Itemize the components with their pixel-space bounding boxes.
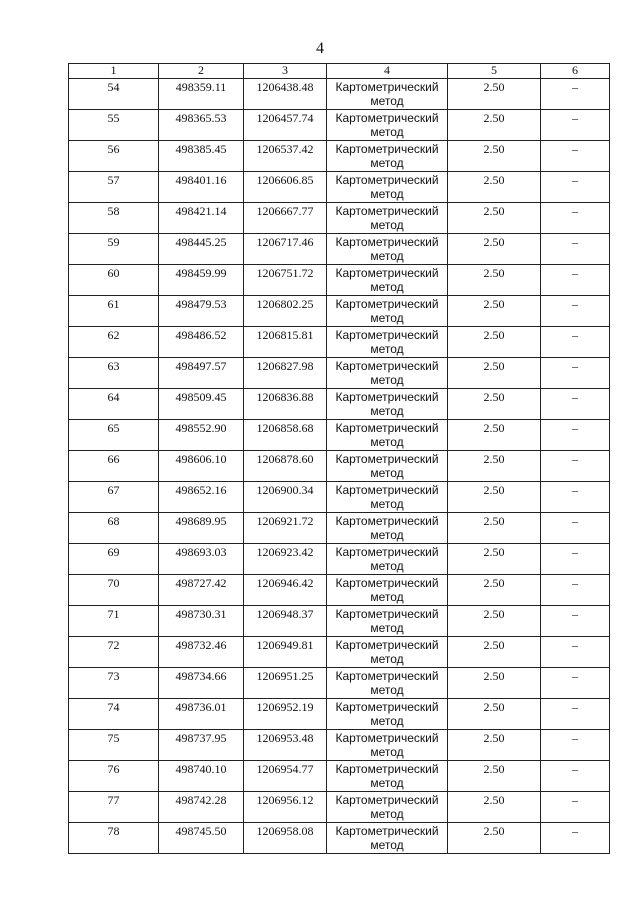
point-number-cell: 72 — [69, 637, 159, 668]
accuracy-cell: 2.50 — [448, 110, 541, 141]
accuracy-cell: 2.50 — [448, 389, 541, 420]
method-line: Картометрический — [335, 359, 439, 373]
note-cell: – — [541, 172, 610, 203]
method-line: Картометрический — [335, 576, 439, 590]
method-cell — [327, 575, 448, 606]
coordinate-x-cell: 498401.16 — [159, 172, 244, 203]
coordinate-y-cell: 1206956.12 — [244, 792, 327, 823]
accuracy-cell: 2.50 — [448, 420, 541, 451]
table-row — [69, 668, 610, 699]
point-number-cell: 55 — [69, 110, 159, 141]
coordinate-y-cell: 1206953.48 — [244, 730, 327, 761]
note-cell: – — [541, 296, 610, 327]
method-line: метод — [370, 621, 404, 635]
coordinate-y-cell: 1206858.68 — [244, 420, 327, 451]
coordinate-y-cell: 1206923.42 — [244, 544, 327, 575]
coordinate-x-cell: 498359.11 — [159, 79, 244, 110]
method-line: метод — [370, 683, 404, 697]
method-line: метод — [370, 652, 404, 666]
coordinate-x-cell: 498689.95 — [159, 513, 244, 544]
method-cell — [327, 420, 448, 451]
method-cell — [327, 637, 448, 668]
method-line: метод — [370, 187, 404, 201]
accuracy-cell: 2.50 — [448, 203, 541, 234]
table-row — [69, 389, 610, 420]
note-cell: – — [541, 544, 610, 575]
coordinate-y-cell: 1206537.42 — [244, 141, 327, 172]
note-cell: – — [541, 730, 610, 761]
method-cell — [327, 451, 448, 482]
method-line: Картометрический — [335, 700, 439, 714]
method-line: Картометрический — [335, 204, 439, 218]
coordinate-y-cell: 1206751.72 — [244, 265, 327, 296]
coordinate-x-cell: 498730.31 — [159, 606, 244, 637]
point-number-cell: 65 — [69, 420, 159, 451]
coordinate-y-cell: 1206827.98 — [244, 358, 327, 389]
method-line: Картометрический — [335, 390, 439, 404]
accuracy-cell: 2.50 — [448, 265, 541, 296]
coordinate-y-cell: 1206946.42 — [244, 575, 327, 606]
point-number-cell: 57 — [69, 172, 159, 203]
method-line: Картометрический — [335, 297, 439, 311]
point-number-cell: 56 — [69, 141, 159, 172]
method-line: метод — [370, 404, 404, 418]
coordinate-y-cell: 1206952.19 — [244, 699, 327, 730]
table-row — [69, 730, 610, 761]
note-cell: – — [541, 699, 610, 730]
method-line: метод — [370, 745, 404, 759]
coordinate-x-cell: 498740.10 — [159, 761, 244, 792]
method-cell — [327, 358, 448, 389]
coordinate-x-cell: 498742.28 — [159, 792, 244, 823]
method-line: метод — [370, 280, 404, 294]
table-row — [69, 79, 610, 110]
table-row — [69, 482, 610, 513]
accuracy-cell: 2.50 — [448, 296, 541, 327]
method-line: Картометрический — [335, 824, 439, 838]
method-cell — [327, 234, 448, 265]
coordinate-y-cell: 1206958.08 — [244, 823, 327, 854]
table-row — [69, 606, 610, 637]
method-line: метод — [370, 435, 404, 449]
coordinate-x-cell: 498606.10 — [159, 451, 244, 482]
note-cell: – — [541, 792, 610, 823]
point-number-cell: 70 — [69, 575, 159, 606]
point-number-cell: 78 — [69, 823, 159, 854]
method-line: Картометрический — [335, 793, 439, 807]
note-cell: – — [541, 389, 610, 420]
note-cell: – — [541, 575, 610, 606]
note-cell: – — [541, 358, 610, 389]
point-number-cell: 74 — [69, 699, 159, 730]
table-row — [69, 513, 610, 544]
note-cell: – — [541, 420, 610, 451]
coordinate-x-cell: 498693.03 — [159, 544, 244, 575]
method-line: метод — [370, 218, 404, 232]
coordinate-x-cell: 498421.14 — [159, 203, 244, 234]
point-number-cell: 69 — [69, 544, 159, 575]
note-cell: – — [541, 761, 610, 792]
coordinate-x-cell: 498365.53 — [159, 110, 244, 141]
method-line: Картометрический — [335, 669, 439, 683]
point-number-cell: 71 — [69, 606, 159, 637]
coordinate-x-cell: 498486.52 — [159, 327, 244, 358]
coordinate-x-cell: 498552.90 — [159, 420, 244, 451]
method-line: метод — [370, 559, 404, 573]
method-line: метод — [370, 249, 404, 263]
table-row — [69, 637, 610, 668]
table-row — [69, 420, 610, 451]
coordinate-x-cell: 498459.99 — [159, 265, 244, 296]
method-line: Картометрический — [335, 235, 439, 249]
table-row — [69, 823, 610, 854]
table-body — [69, 64, 610, 854]
column-header: 3 — [244, 64, 327, 79]
coordinate-y-cell: 1206606.85 — [244, 172, 327, 203]
accuracy-cell: 2.50 — [448, 79, 541, 110]
accuracy-cell: 2.50 — [448, 699, 541, 730]
method-line: Картометрический — [335, 483, 439, 497]
accuracy-cell: 2.50 — [448, 668, 541, 699]
coordinate-y-cell: 1206949.81 — [244, 637, 327, 668]
method-cell — [327, 482, 448, 513]
note-cell: – — [541, 637, 610, 668]
coordinate-y-cell: 1206951.25 — [244, 668, 327, 699]
accuracy-cell: 2.50 — [448, 172, 541, 203]
method-line: метод — [370, 466, 404, 480]
table-row — [69, 203, 610, 234]
table-row — [69, 172, 610, 203]
note-cell: – — [541, 110, 610, 141]
method-line: метод — [370, 590, 404, 604]
coordinate-x-cell: 498509.45 — [159, 389, 244, 420]
table-row — [69, 451, 610, 482]
accuracy-cell: 2.50 — [448, 606, 541, 637]
note-cell: – — [541, 606, 610, 637]
method-cell — [327, 513, 448, 544]
accuracy-cell: 2.50 — [448, 544, 541, 575]
coordinate-x-cell: 498727.42 — [159, 575, 244, 606]
table-row — [69, 265, 610, 296]
coordinate-y-cell: 1206438.48 — [244, 79, 327, 110]
note-cell: – — [541, 141, 610, 172]
method-cell — [327, 203, 448, 234]
coordinate-x-cell: 498652.16 — [159, 482, 244, 513]
point-number-cell: 73 — [69, 668, 159, 699]
method-cell — [327, 172, 448, 203]
column-header: 1 — [69, 64, 159, 79]
method-cell — [327, 823, 448, 854]
table-header-row — [69, 64, 610, 79]
coordinate-x-cell: 498479.53 — [159, 296, 244, 327]
coordinate-y-cell: 1206815.81 — [244, 327, 327, 358]
method-line: Картометрический — [335, 731, 439, 745]
method-line: Картометрический — [335, 514, 439, 528]
table-row — [69, 327, 610, 358]
coordinate-y-cell: 1206717.46 — [244, 234, 327, 265]
column-header: 6 — [541, 64, 610, 79]
table-row — [69, 761, 610, 792]
table-row — [69, 544, 610, 575]
note-cell: – — [541, 823, 610, 854]
method-cell — [327, 389, 448, 420]
method-line: метод — [370, 311, 404, 325]
method-cell — [327, 296, 448, 327]
coordinate-x-cell: 498732.46 — [159, 637, 244, 668]
point-number-cell: 58 — [69, 203, 159, 234]
coordinate-y-cell: 1206954.77 — [244, 761, 327, 792]
coordinate-y-cell: 1206802.25 — [244, 296, 327, 327]
method-line: метод — [370, 838, 404, 852]
method-line: Картометрический — [335, 328, 439, 342]
method-cell — [327, 668, 448, 699]
point-number-cell: 62 — [69, 327, 159, 358]
coordinate-x-cell: 498497.57 — [159, 358, 244, 389]
note-cell: – — [541, 482, 610, 513]
coordinate-y-cell: 1206921.72 — [244, 513, 327, 544]
method-cell — [327, 327, 448, 358]
coordinate-y-cell: 1206878.60 — [244, 451, 327, 482]
table-row — [69, 699, 610, 730]
coordinate-x-cell: 498385.45 — [159, 141, 244, 172]
accuracy-cell: 2.50 — [448, 637, 541, 668]
method-line: Картометрический — [335, 545, 439, 559]
note-cell: – — [541, 513, 610, 544]
method-line: метод — [370, 807, 404, 821]
method-line: Картометрический — [335, 421, 439, 435]
table-row — [69, 792, 610, 823]
table-row — [69, 358, 610, 389]
method-line: метод — [370, 94, 404, 108]
method-cell — [327, 699, 448, 730]
method-line: Картометрический — [335, 173, 439, 187]
table-row — [69, 141, 610, 172]
point-number-cell: 54 — [69, 79, 159, 110]
method-line: Картометрический — [335, 607, 439, 621]
method-line: метод — [370, 776, 404, 790]
method-line: метод — [370, 373, 404, 387]
column-header: 2 — [159, 64, 244, 79]
accuracy-cell: 2.50 — [448, 823, 541, 854]
method-cell — [327, 110, 448, 141]
method-line: Картометрический — [335, 266, 439, 280]
coordinates-table — [68, 63, 610, 854]
point-number-cell: 59 — [69, 234, 159, 265]
coordinate-y-cell: 1206900.34 — [244, 482, 327, 513]
coordinate-x-cell: 498745.50 — [159, 823, 244, 854]
accuracy-cell: 2.50 — [448, 730, 541, 761]
method-line: Картометрический — [335, 762, 439, 776]
point-number-cell: 61 — [69, 296, 159, 327]
method-cell — [327, 792, 448, 823]
point-number-cell: 63 — [69, 358, 159, 389]
accuracy-cell: 2.50 — [448, 141, 541, 172]
method-line: метод — [370, 342, 404, 356]
point-number-cell: 64 — [69, 389, 159, 420]
accuracy-cell: 2.50 — [448, 451, 541, 482]
accuracy-cell: 2.50 — [448, 513, 541, 544]
accuracy-cell: 2.50 — [448, 234, 541, 265]
method-cell — [327, 606, 448, 637]
note-cell: – — [541, 327, 610, 358]
accuracy-cell: 2.50 — [448, 327, 541, 358]
accuracy-cell: 2.50 — [448, 482, 541, 513]
coordinate-x-cell: 498736.01 — [159, 699, 244, 730]
point-number-cell: 66 — [69, 451, 159, 482]
point-number-cell: 68 — [69, 513, 159, 544]
table-row — [69, 234, 610, 265]
table-row — [69, 296, 610, 327]
method-cell — [327, 265, 448, 296]
coordinate-x-cell: 498737.95 — [159, 730, 244, 761]
method-cell — [327, 141, 448, 172]
point-number-cell: 77 — [69, 792, 159, 823]
accuracy-cell: 2.50 — [448, 575, 541, 606]
method-cell — [327, 544, 448, 575]
method-line: Картометрический — [335, 111, 439, 125]
column-header: 5 — [448, 64, 541, 79]
method-cell — [327, 761, 448, 792]
method-line: метод — [370, 714, 404, 728]
coordinate-x-cell: 498445.25 — [159, 234, 244, 265]
coordinate-y-cell: 1206667.77 — [244, 203, 327, 234]
point-number-cell: 60 — [69, 265, 159, 296]
note-cell: – — [541, 451, 610, 482]
coordinate-x-cell: 498734.66 — [159, 668, 244, 699]
method-line: метод — [370, 497, 404, 511]
coordinate-y-cell: 1206457.74 — [244, 110, 327, 141]
page-number: 4 — [316, 40, 324, 57]
coordinate-y-cell: 1206948.37 — [244, 606, 327, 637]
note-cell: – — [541, 668, 610, 699]
point-number-cell: 75 — [69, 730, 159, 761]
point-number-cell: 67 — [69, 482, 159, 513]
method-line: метод — [370, 125, 404, 139]
coordinate-y-cell: 1206836.88 — [244, 389, 327, 420]
method-line: Картометрический — [335, 80, 439, 94]
method-line: метод — [370, 528, 404, 542]
note-cell: – — [541, 79, 610, 110]
method-cell — [327, 730, 448, 761]
note-cell: – — [541, 265, 610, 296]
accuracy-cell: 2.50 — [448, 358, 541, 389]
point-number-cell: 76 — [69, 761, 159, 792]
accuracy-cell: 2.50 — [448, 761, 541, 792]
method-line: метод — [370, 156, 404, 170]
note-cell: – — [541, 203, 610, 234]
method-line: Картометрический — [335, 452, 439, 466]
method-line: Картометрический — [335, 142, 439, 156]
accuracy-cell: 2.50 — [448, 792, 541, 823]
note-cell: – — [541, 234, 610, 265]
method-cell — [327, 79, 448, 110]
method-line: Картометрический — [335, 638, 439, 652]
table-row — [69, 110, 610, 141]
column-header: 4 — [327, 64, 448, 79]
table-row — [69, 575, 610, 606]
